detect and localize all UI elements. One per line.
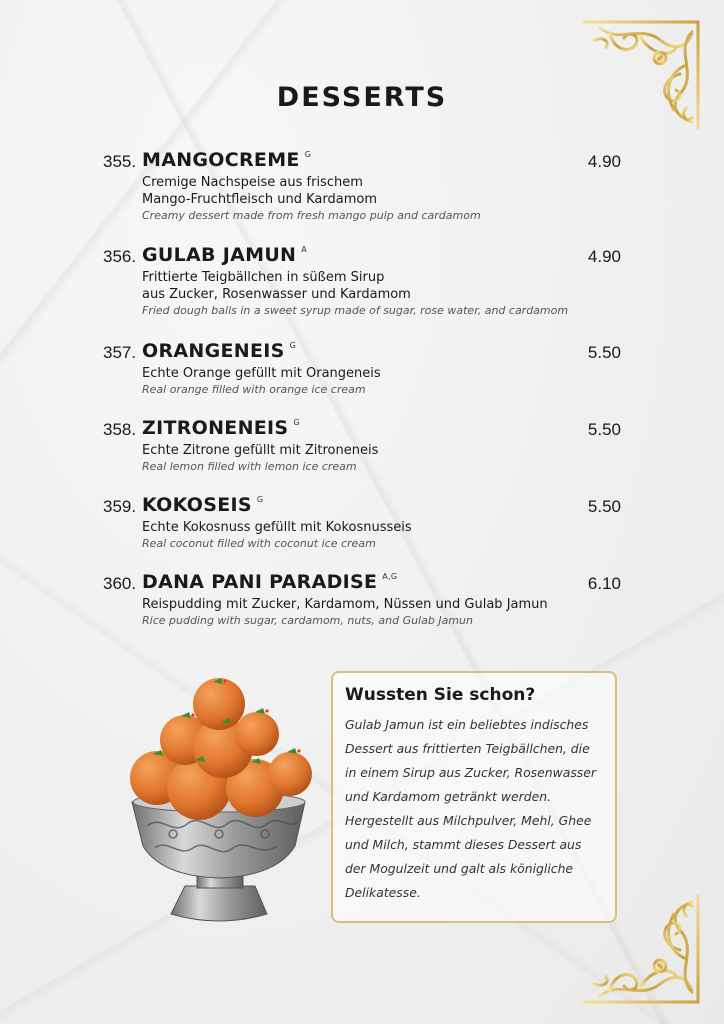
item-description-de: Mango-Fruchtfleisch und Kardamom bbox=[142, 192, 377, 207]
info-box-title: Wussten Sie schon? bbox=[345, 685, 536, 705]
item-description-en: Rice pudding with sugar, cardamom, nuts, and Gulab Jamun bbox=[142, 614, 473, 627]
item-description-en: Real coconut filled with coconut ice cream bbox=[142, 537, 376, 550]
info-box-line: Gulab Jamun ist ein beliebtes indisches bbox=[345, 717, 589, 732]
item-name: ZITRONENEIS $^G$ bbox=[142, 417, 300, 439]
page-title: DESSERTS bbox=[276, 82, 448, 113]
info-box-line: und Kardamom getränkt werden. bbox=[345, 789, 551, 804]
item-description-de: Reispudding mit Zucker, Kardamom, Nüssen und Gulab Jamun bbox=[142, 597, 548, 612]
item-number: 359. bbox=[103, 497, 137, 516]
item-description-de: Echte Zitrone gefüllt mit Zitroneneis bbox=[142, 443, 379, 458]
menu-item bbox=[103, 416, 621, 474]
item-description-en: Real lemon filled with lemon ice cream bbox=[142, 460, 357, 473]
info-box-text bbox=[345, 713, 603, 905]
item-number: 360. bbox=[103, 574, 137, 593]
allergen-codes: G bbox=[256, 495, 264, 504]
gulab-jamun-bowl-icon bbox=[127, 676, 312, 934]
item-name: MANGOCREME $^G$ bbox=[142, 149, 312, 171]
allergen-codes: A bbox=[301, 245, 308, 254]
info-box-line: der Mogulzeit und galt als königliche bbox=[345, 861, 574, 876]
item-description-en: Fried dough balls in a sweet syrup made of sugar, rose water, and cardamom bbox=[142, 304, 569, 317]
item-name: ORANGENEIS $^G$ bbox=[142, 340, 297, 362]
item-number: 355. bbox=[103, 152, 137, 171]
item-price: 5.50 bbox=[587, 343, 621, 362]
info-box-line: Dessert aus frittierten Teigbällchen, die bbox=[345, 741, 590, 756]
info-box-line: und Milch, stammt dieses Dessert aus bbox=[345, 837, 582, 852]
allergen-codes: A,G bbox=[382, 572, 398, 581]
item-name: GULAB JAMUN $^A$ bbox=[142, 244, 308, 266]
item-price: 4.90 bbox=[587, 152, 621, 171]
item-name: KOKOSEIS $^G$ bbox=[142, 494, 264, 516]
gold-filigree-corner-icon bbox=[580, 14, 702, 136]
item-description-de: Echte Orange gefüllt mit Orangeneis bbox=[142, 366, 381, 381]
allergen-codes: G bbox=[289, 341, 297, 350]
menu-item bbox=[103, 570, 621, 628]
allergen-codes: G bbox=[304, 150, 312, 159]
item-description-en: Creamy dessert made from fresh mango pulp and cardamom bbox=[142, 209, 481, 222]
item-price: 5.50 bbox=[587, 497, 621, 516]
menu-item bbox=[103, 339, 621, 397]
menu-item bbox=[103, 148, 621, 223]
info-box bbox=[331, 671, 617, 923]
menu-item bbox=[103, 243, 621, 318]
item-price: 5.50 bbox=[587, 420, 621, 439]
item-description-en: Real orange filled with orange ice cream bbox=[142, 383, 366, 396]
item-price: 4.90 bbox=[587, 247, 621, 266]
item-number: 357. bbox=[103, 343, 137, 362]
item-description-de: Echte Kokosnuss gefüllt mit Kokosnusseis bbox=[142, 520, 412, 535]
item-number: 356. bbox=[103, 247, 137, 266]
info-box-line: Delikatesse. bbox=[345, 885, 421, 900]
item-name: DANA PANI PARADISE $^{A,G}$ bbox=[142, 571, 398, 593]
item-description-de: aus Zucker, Rosenwasser und Kardamom bbox=[142, 287, 411, 302]
menu-item bbox=[103, 493, 621, 551]
item-description-de: Frittierte Teigbällchen in süßem Sirup bbox=[142, 270, 385, 285]
info-box-line: Hergestellt aus Milchpulver, Mehl, Ghee bbox=[345, 813, 592, 828]
item-number: 358. bbox=[103, 420, 137, 439]
item-description-de: Cremige Nachspeise aus frischem bbox=[142, 175, 363, 190]
item-price: 6.10 bbox=[587, 574, 621, 593]
allergen-codes: G bbox=[293, 418, 300, 427]
info-box-line: in einem Sirup aus Zucker, Rosenwasser bbox=[345, 765, 596, 780]
